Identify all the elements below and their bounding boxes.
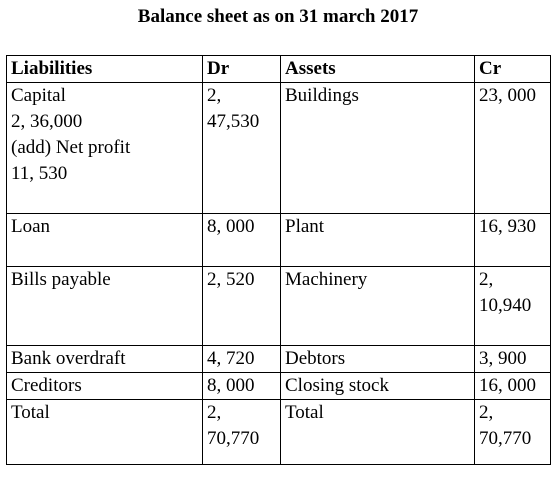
cr-cell: 16, 000 [475,373,551,400]
dr-cell: 2, 47,530 [203,83,281,214]
dr-cell: 8, 000 [203,214,281,267]
table-row [7,346,551,373]
dr-cell: 4, 720 [203,346,281,373]
liability-cell: Loan [7,214,203,267]
cr-cell: 2, 10,940 [475,267,551,346]
page-title: Balance sheet as on 31 march 2017 [137,6,419,27]
dr-total-cell: 2, 70,770 [203,400,281,465]
total-row [7,400,551,465]
table-row [7,83,551,214]
header-cr: Cr [475,56,551,83]
liability-cell: Bills payable [7,267,203,346]
table-header-row [7,56,551,83]
asset-cell: Buildings [281,83,475,214]
header-liabilities: Liabilities [7,56,203,83]
table-row [7,373,551,400]
liability-cell: Bank overdraft [7,346,203,373]
dr-cell: 2, 520 [203,267,281,346]
dr-cell: 8, 000 [203,373,281,400]
header-assets: Assets [281,56,475,83]
table-row [7,267,551,346]
cr-cell: 3, 900 [475,346,551,373]
cr-cell: 16, 930 [475,214,551,267]
liability-cell: Capital 2, 36,000 (add) Net profit 11, 530 [7,83,203,214]
asset-cell: Plant [281,214,475,267]
cr-total-cell: 2, 70,770 [475,400,551,465]
asset-cell: Debtors [281,346,475,373]
asset-total-label: Total [281,400,475,465]
table-row [7,214,551,267]
asset-cell: Closing stock [281,373,475,400]
liability-total-label: Total [7,400,203,465]
header-dr: Dr [203,56,281,83]
asset-cell: Machinery [281,267,475,346]
liability-cell: Creditors [7,373,203,400]
cr-cell: 23, 000 [475,83,551,214]
balance-sheet-table [6,55,551,465]
